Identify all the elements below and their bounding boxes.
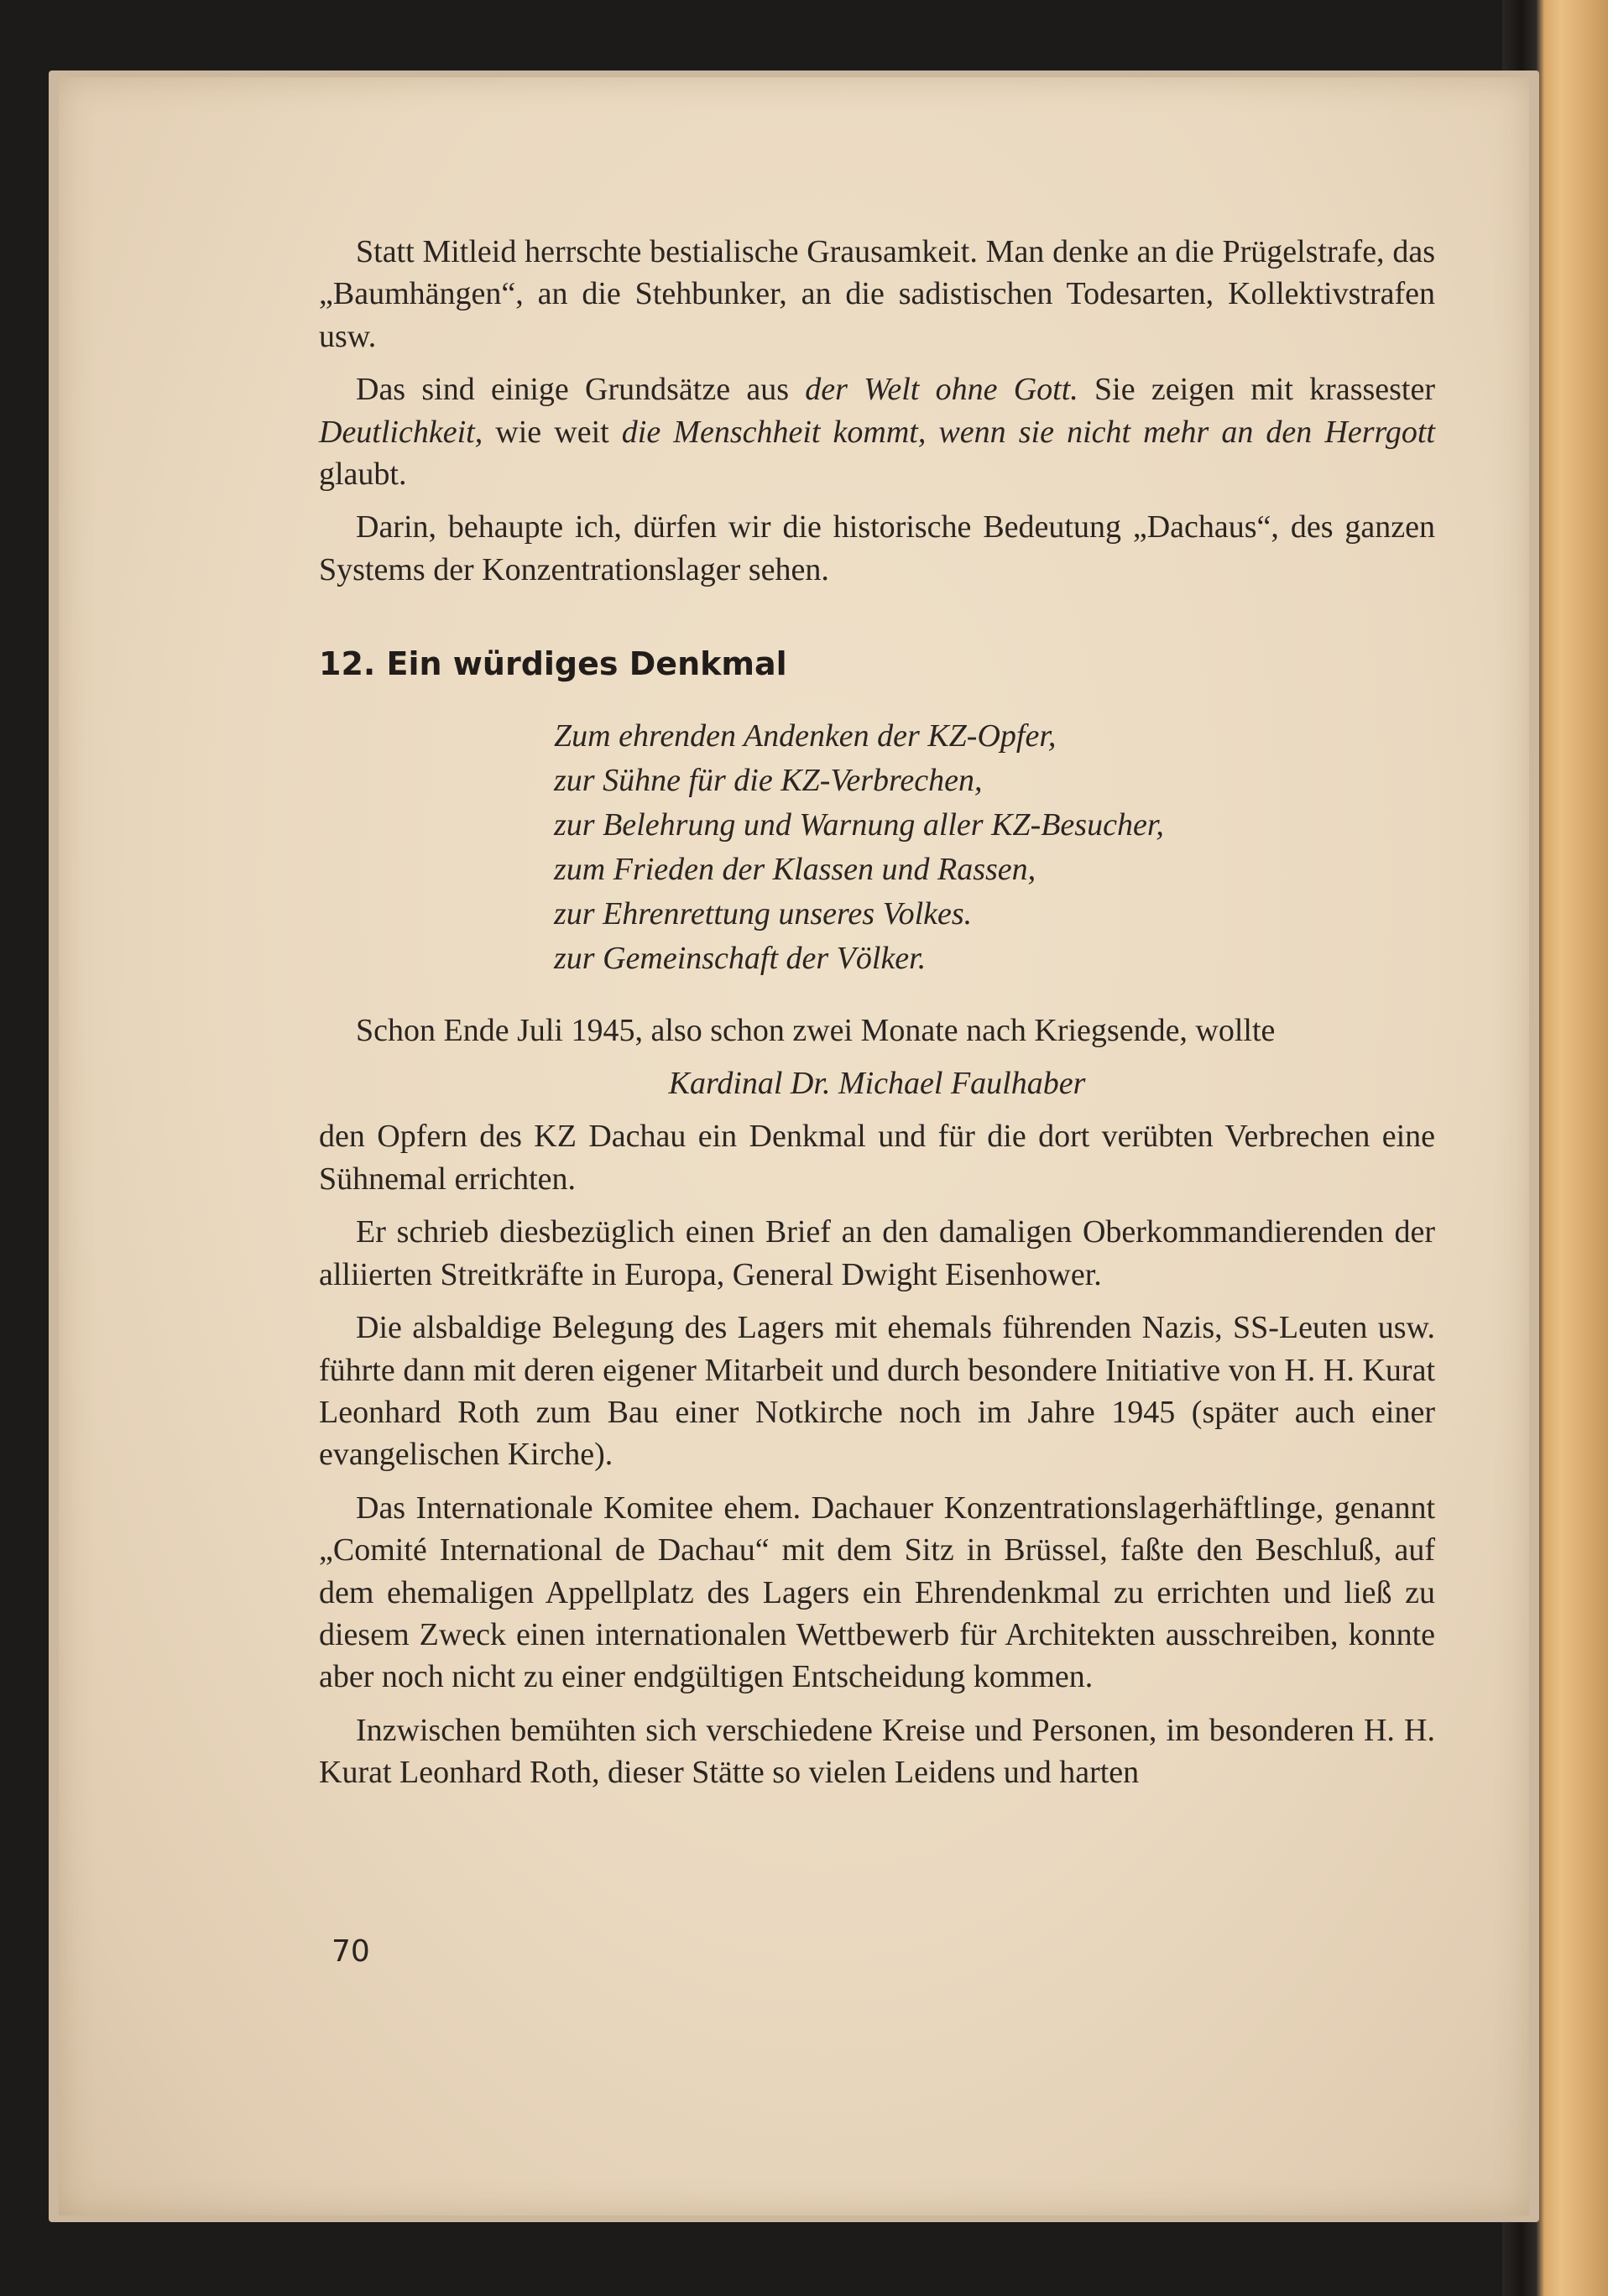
section-heading: 12. Ein würdiges Denkmal — [319, 645, 787, 683]
motto-line: zur Ehrenrettung unseres Volkes. — [554, 895, 973, 931]
paragraph-komitee: Das Internationale Komitee ehem. Dachauer Konzentrationslagerhäftlinge, genannt „Comité International de Dachau“ mit dem Sitz in Brüssel, faßte den Beschluß, auf dem ehemaligen Appellplatz des Lagers ein Ehrendenkmal zu errichten und ließ zu diesem Zweck einen internationalen Wettbewerb für Architekten ausschreiben, konnte aber noch nicht zu einer endgültigen Entscheidung kommen. — [319, 1490, 1435, 1695]
paragraph-notkirche: Die alsbaldige Belegung des Lagers mit ehemals führenden Nazis, SS-Leuten usw. führte dann mit deren eigener Mitarbeit und durch besondere Initiative von H. H. Kurat Leonhard Roth zum Bau einer Notkirche noch im Jahre 1945 (später auch einer evangelischen Kirche). — [319, 1310, 1435, 1473]
page-number: 70 — [332, 1934, 370, 1969]
motto-line: zur Gemeinschaft der Völker. — [554, 940, 927, 976]
centered-name: Kardinal Dr. Michael Faulhaber — [668, 1066, 1086, 1102]
paragraph-inzwischen: Inzwischen bemühten sich verschiedene Kreise und Personen, im besonderen H. H. Kurat Leonhard Roth, dieser Stätte so vielen Leidens und harten — [319, 1712, 1435, 1791]
paragraph-eisenhower: Er schrieb diesbezüglich einen Brief an den damaligen Oberkommandierenden der alliierten Streitkräfte in Europa, General Dwight Eisenhower. — [319, 1214, 1435, 1292]
paragraph-continuation: den Opfern des KZ Dachau ein Denkmal und für die dort verübten Verbrechen eine Sühnemal errichten. — [319, 1119, 1435, 1197]
paragraph-3: Darin, behaupte ich, dürfen wir die historische Bedeutung „Dachaus“, des ganzen Systems der Konzentrationslager sehen. — [319, 509, 1435, 587]
motto-line: Zum ehrenden Andenken der KZ-Opfer, — [554, 718, 1057, 754]
motto-line: zum Frieden der Klassen und Rassen, — [554, 851, 1036, 887]
motto-verse — [554, 714, 1435, 981]
page-text — [319, 231, 1435, 1805]
paragraph-1: Statt Mitleid herrschte bestialische Grausamkeit. Man denke an die Prügelstrafe, das „Baumhängen“, an die Stehbunker, an die sadistischen Todesarten, Kollektivstrafen usw. — [319, 234, 1435, 354]
paragraph-2: Das sind einige Grundsätze aus der Welt ohne Gott. Sie zeigen mit krassester Deutlichkeit, wie weit die Menschheit kommt, wenn sie nicht mehr an den Herrgott glaubt. — [319, 372, 1435, 493]
paragraph-intro: Schon Ende Juli 1945, also schon zwei Monate nach Kriegsende, wollte — [356, 1012, 1276, 1048]
motto-line: zur Sühne für die KZ-Verbrechen, — [554, 762, 983, 798]
motto-line: zur Belehrung und Warnung aller KZ-Besucher, — [554, 806, 1164, 843]
